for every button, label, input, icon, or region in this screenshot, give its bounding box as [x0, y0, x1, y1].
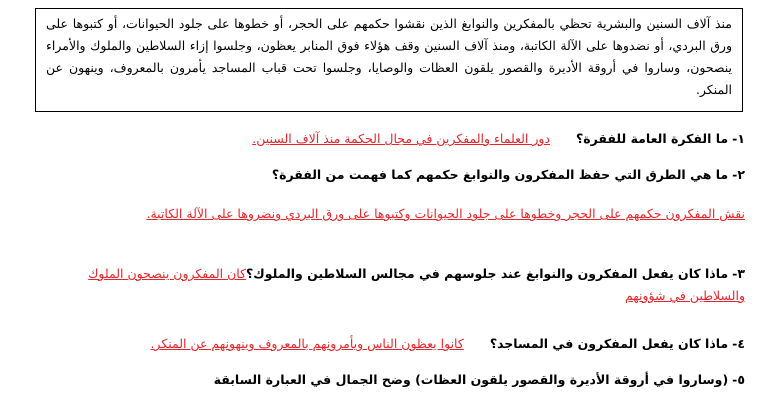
question-3 [35, 263, 745, 307]
question-2-number: ٢- [732, 167, 745, 182]
question-5 [45, 369, 745, 391]
question-4-text: ماذا كان يفعل المفكرون في المساجد؟ [489, 336, 729, 351]
question-4 [45, 333, 745, 355]
answer-1: دور العلماء والمفكرين في مجال الحكمة منذ آلاف السنين. [252, 131, 551, 146]
answer-2: نقش المفكرون حكمهم على الحجر وخطوها على جلود الحيوانات وكتبوها على ورق البردي ونضروها على الآلة الكاتبة. [146, 206, 745, 221]
question-5-number: ٥- [732, 372, 745, 387]
question-4-number: ٤- [732, 336, 745, 351]
question-3-number: ٣- [732, 266, 745, 281]
question-1 [45, 128, 745, 150]
question-5-text: (وساروا في أروقة الأديرة والقصور يلقون العظات) وضح الجمال في العبارة السابقة [213, 372, 729, 387]
answer-4: كانوا يعظون الناس ويأمرونهم بالمعروف وينهونهم عن المنكر. [150, 336, 464, 351]
answer-3: كان المفكرون ينصحون الملوك والسلاطين في شؤونهم [88, 266, 745, 303]
question-1-number: ١- [732, 131, 745, 146]
question-2 [45, 164, 745, 186]
question-1-text: ما الفكرة العامة للفقرة؟ [576, 131, 729, 146]
question-3-text: ماذا كان يفعل المفكرون والنوابغ عند جلوسهم في مجالس السلاطين والملوك؟ [246, 266, 729, 281]
reading-passage: منذ آلاف السنين والبشرية تحظي بالمفكرين والنوابغ الذين نقشوا حكمهم على الحجر، أو خطوها على جلود الحيوانات، أو كتبوها على ورق البردي، أو نضدوها على الآلة الكاتبة، ومنذ آلاف السنين وقف هؤلاء فوق المنابر يعظون، وجلسوا إزاء السلاطين والملوك والأمراء ينصحون، وساروا في أروقة الأديرة والقصور يلقون العظات والوصايا، وجلسوا تحت قباب المساجد يأمرون بالمعروف، وينهون عن المنكر. [35, 8, 743, 112]
question-2-text: ما هي الطرق التي حفظ المفكرون والنوابغ حكمهم كما فهمت من الفقرة؟ [271, 167, 729, 182]
